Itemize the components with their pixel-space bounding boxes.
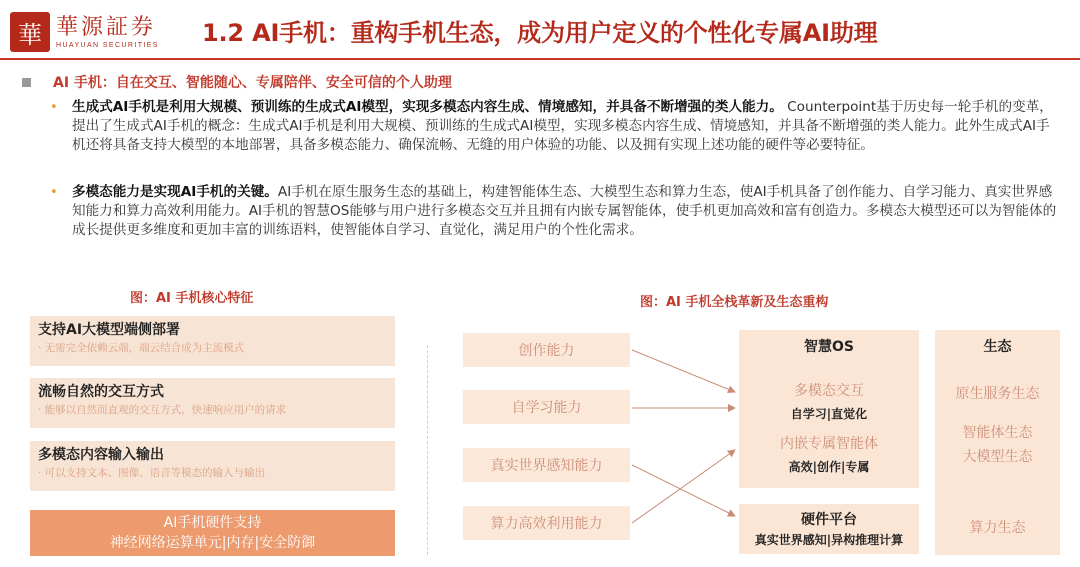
logo-english-name: HUAYUAN SECURITIES bbox=[56, 42, 159, 49]
feature-card-description: · 能够以自然而直观的交互方式，快速响应用户的请求 bbox=[38, 404, 287, 416]
hardware-support-title: AI手机硬件支持 bbox=[163, 515, 262, 531]
capability-box: 算力高效利用能力 bbox=[463, 506, 630, 540]
hardware-platform-title: 硬件平台 bbox=[801, 512, 857, 528]
hardware-support-base bbox=[30, 510, 395, 556]
capability-box: 自学习能力 bbox=[463, 390, 630, 424]
logo-seal-icon: 華 bbox=[10, 12, 50, 52]
logo-chinese-name: 華源証券 bbox=[56, 15, 157, 40]
ecology-title: 生态 bbox=[983, 339, 1012, 355]
paragraph-lead: 多模态能力是实现AI手机的关键。 bbox=[72, 184, 278, 200]
company-logo bbox=[10, 8, 192, 56]
ecology-item: 原生服务生态 bbox=[955, 386, 1040, 402]
feature-card-description: · 可以支持文本、图像、语音等模态的输入与输出 bbox=[38, 467, 266, 479]
os-feature-detail: 高效|创作|专属 bbox=[788, 460, 870, 474]
bullet-paragraph-1 bbox=[50, 98, 1057, 156]
section-heading-text: AI 手机：自在交互、智能随心、专属陪伴、安全可信的个人助理 bbox=[53, 75, 452, 91]
feature-card-title: 多模态内容输入输出 bbox=[38, 447, 164, 463]
os-feature: 多模态交互 bbox=[794, 383, 864, 399]
bullet-dot-icon: • bbox=[50, 100, 58, 115]
arrow-compute-to-os bbox=[632, 450, 735, 523]
arrow-perception-to-hardware bbox=[632, 465, 735, 516]
capability-box: 真实世界感知能力 bbox=[463, 448, 630, 482]
bullet-paragraph-2 bbox=[50, 183, 1057, 241]
figure-divider bbox=[427, 345, 428, 555]
hardware-platform-box bbox=[739, 504, 919, 554]
feature-card bbox=[30, 316, 395, 366]
page-title: 1.2 AI手机：重构手机生态，成为用户定义的个性化专属AI助理 bbox=[202, 19, 878, 47]
os-feature: 内嵌专属智能体 bbox=[780, 436, 878, 452]
capability-box: 创作能力 bbox=[463, 333, 630, 367]
ecology-box bbox=[935, 330, 1060, 555]
paragraph-body: Counterpoint基于历史每一轮手机的变革，提出了生成式AI手机的概念：生成式AI手机是利用大规模、预训练的生成式AI模型，实现多模态内容生成、情境感知，并具备不断增强的类人能力。此外生成式AI手机还将具备支持大模型的本地部署，具备多模态能力、确保流畅、无缝的用户体验的功能、以及拥有实现上述功能的硬件等必要特征。 bbox=[72, 99, 1053, 154]
smart-os-box bbox=[739, 330, 919, 488]
feature-card-title: 流畅自然的交互方式 bbox=[38, 384, 164, 400]
square-bullet-icon bbox=[22, 78, 31, 87]
feature-card-description: · 无需完全依赖云端，端云结合成为主流模式 bbox=[38, 342, 245, 354]
smart-os-title: 智慧OS bbox=[804, 339, 854, 355]
paragraph-lead: 生成式AI手机是利用大规模、预训练的生成式AI模型，实现多模态内容生成、情境感知，并具备不断增强的类人能力。 bbox=[72, 99, 783, 115]
ecology-item: 智能体生态 bbox=[962, 425, 1033, 441]
hardware-platform-detail: 真实世界感知|异构推理计算 bbox=[754, 533, 904, 547]
right-figure-title: 图：AI 手机全栈革新及生态重构 bbox=[640, 295, 829, 310]
hardware-support-components: 神经网络运算单元|内存|安全防御 bbox=[109, 535, 316, 551]
ecology-item: 算力生态 bbox=[969, 520, 1026, 536]
title-divider bbox=[0, 58, 1080, 60]
os-feature-detail: 自学习|直觉化 bbox=[790, 407, 868, 421]
feature-card bbox=[30, 441, 395, 491]
ecology-item: 大模型生态 bbox=[962, 449, 1033, 465]
logo-text bbox=[56, 15, 159, 49]
feature-card-title: 支持AI大模型端侧部署 bbox=[38, 322, 181, 338]
section-heading bbox=[22, 72, 452, 92]
arrow-creation-to-os bbox=[632, 350, 735, 392]
feature-card bbox=[30, 378, 395, 428]
left-figure-title: 图：AI 手机核心特征 bbox=[130, 291, 254, 306]
paragraph-body: AI手机在原生服务生态的基础上，构建智能体生态、大模型生态和算力生态，使AI手机具备了创作能力、自学习能力、真实世界感知能力和算力高效利用能力。AI手机的智慧OS能够与用户进行多模态交互并且拥有内嵌专属智能体，使手机更加高效和富有创造力。多模态大模型还可以为智能体的成长提供更多维度和更加丰富的训练语料，使智能体自学习、直觉化，满足用户的个性化需求。 bbox=[72, 184, 1057, 239]
bullet-dot-icon: • bbox=[50, 185, 58, 200]
